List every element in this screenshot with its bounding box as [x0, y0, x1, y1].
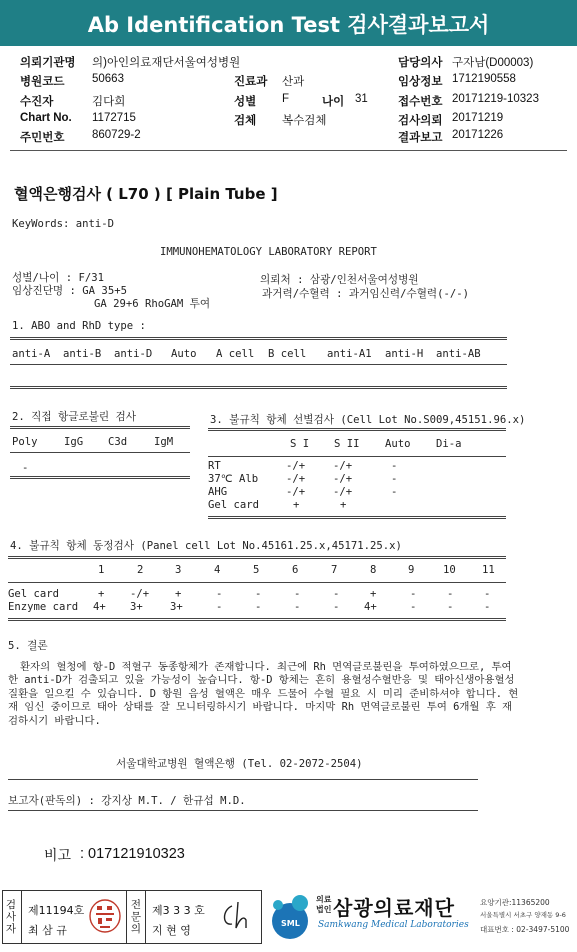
panel-cell: - [294, 588, 301, 600]
panel-cell-header: 7 [331, 564, 338, 576]
result-report-label: 결과보고 [398, 132, 443, 144]
panel-cell: 4+ [93, 601, 106, 613]
panel-cell: 3+ [170, 601, 183, 613]
divider [145, 890, 146, 944]
lab-name: 서울대학교병원 혈액은행 (Tel. 02-2072-2504) [116, 758, 363, 770]
org-address: 서울특별시 서초구 양재동 9-6 [480, 911, 566, 919]
panel-cell: + [370, 588, 377, 600]
doctor-label: 담당의사 [398, 57, 443, 69]
screening-cell: -/+ [286, 473, 306, 485]
dept-value: 산과 [282, 76, 305, 88]
panel-row-label: Enzyme card [8, 601, 79, 613]
panel-cell-header: 3 [175, 564, 182, 576]
specialist-signature [216, 898, 258, 934]
logo-text: SML [281, 919, 300, 928]
panel-cell: - [447, 601, 454, 613]
clinical-value: 1712190558 [452, 73, 516, 85]
age-label: 나이 [322, 96, 345, 108]
abo-header-anti-b: anti-B [63, 348, 102, 360]
rrn-label: 주민번호 [20, 132, 65, 144]
abo-rhd-title: 1. ABO and RhD type : [12, 320, 146, 332]
panel-cell: - [333, 601, 340, 613]
dept-label: 진료과 [234, 76, 268, 88]
specialist-name: 지 현 영 [152, 924, 191, 937]
reporter: 보고자(판독의) : 강지상 M.T. / 한규섭 M.D. [8, 795, 246, 807]
panel-cell: + [175, 588, 182, 600]
org-name: 삼광의료재단 [333, 896, 455, 920]
conclusion-title: 5. 결론 [8, 640, 48, 652]
panel-cell: + [98, 588, 105, 600]
abo-header-anti-d: anti-D [114, 348, 153, 360]
panel-cell: - [333, 588, 340, 600]
screening-title: 3. 불규칙 항체 선별검사 (Cell Lot No.S009,45151.96.x) [210, 414, 526, 426]
sml-logo-icon [266, 891, 316, 943]
screening-row-label: AHG [208, 486, 228, 498]
panel-cell-header: 11 [482, 564, 495, 576]
panel-cell: - [255, 601, 262, 613]
institution-label: 의뢰기관명 [20, 57, 76, 69]
institution-value: 의)아인의료재단서울여성병원 [92, 57, 241, 69]
specialist-license-no: 제3 3 3 호 [152, 904, 205, 917]
panel-cell: 3+ [130, 601, 143, 613]
org-phone: 대표번호 : 02-3497-5100 [480, 925, 570, 934]
age-value: 31 [355, 93, 368, 105]
panel-cell: -/+ [130, 588, 150, 600]
info-divider [10, 150, 567, 151]
screening-header-auto: Auto [385, 438, 411, 450]
org-prefix: 의료법인 [316, 895, 332, 914]
screening-cell: -/+ [333, 486, 353, 498]
doctor-value: 구자남(D00003) [452, 57, 534, 69]
divider [10, 337, 507, 340]
dat-header-igg: IgG [64, 436, 84, 448]
dat-header-c3d: C3d [108, 436, 128, 448]
divider [8, 556, 506, 559]
abo-header-anti-a: anti-A [12, 348, 51, 360]
report-title: Ab Identification Test 검사결과보고서 [0, 0, 577, 46]
result-report-value: 20171226 [452, 129, 504, 141]
screening-row-label: Gel card [208, 499, 260, 511]
keywords: KeyWords: anti-D [12, 218, 115, 230]
chart-label: Chart No. [20, 112, 72, 124]
screening-cell: -/+ [333, 460, 353, 472]
specimen-label: 검체 [234, 115, 257, 127]
org-code: 요양기관:11365200 [480, 898, 550, 907]
panel-cell: - [410, 601, 417, 613]
divider [8, 582, 506, 583]
abo-header-anti-ab: anti-AB [436, 348, 481, 360]
specimen-value: 복수검체 [282, 115, 327, 127]
divider [8, 779, 478, 780]
screening-cell: -/+ [333, 473, 353, 485]
abo-header-anti-h: anti-H [385, 348, 424, 360]
divider [208, 516, 506, 519]
clinical-label: 임상정보 [398, 76, 443, 88]
panel-cell: 4+ [364, 601, 377, 613]
screening-cell: - [391, 460, 398, 472]
sex-age: 성별/나이 : F/31 [12, 272, 104, 284]
panel-cell: - [484, 588, 491, 600]
panel-cell-header: 4 [214, 564, 221, 576]
receipt-label: 접수번호 [398, 96, 443, 108]
panel-cell-header: 8 [370, 564, 377, 576]
panel-cell: - [216, 601, 223, 613]
dat-header-poly: Poly [12, 436, 38, 448]
dat-value: - [22, 462, 29, 474]
abo-header-a-cell: A cell [216, 348, 255, 360]
panel-cell: - [484, 601, 491, 613]
remark-value: : 017121910323 [80, 846, 185, 862]
divider [10, 364, 507, 365]
divider [8, 810, 478, 811]
patient-label: 수진자 [20, 96, 54, 108]
abo-header-b-cell: B cell [268, 348, 307, 360]
conclusion-text: 환자의 혈청에 항-D 적혈구 동종항체가 존재합니다. 최근에 Rh 면역글로불린을 투여하였으므로, 투여한 anti-D가 검출되고 있을 가능성이 높습니다. 항-D 항체는 흔히 용혈성수혈반응 및 태아신생아용혈성질환을 일으킬 수 있습니다. D 항원 음성 혈액은 매우 드물어 수혈 필요 시 미리 준비하셔야 합니다. 현재 임신 중이므로 태아 상태를 잘 모니터링하시기 바랍니다. 마지막 Rh 면역글로불린 투여 6개월 후 재검하시기 바랍니다. [8, 661, 519, 727]
screening-header-s1: S I [290, 438, 310, 450]
chart-value: 1172715 [92, 112, 136, 124]
panel-row-label: Gel card [8, 588, 60, 600]
panel-title: 4. 불규칙 항체 동정검사 (Panel cell Lot No.45161.25.x,45171.25.x) [10, 540, 402, 552]
abo-header-anti-a1: anti-A1 [327, 348, 372, 360]
divider [126, 890, 127, 944]
divider [10, 426, 190, 429]
panel-cell-header: 10 [443, 564, 456, 576]
screening-cell: + [340, 499, 347, 511]
rrn-value: 860729-2 [92, 129, 141, 141]
examiner-license-no: 제11194호 [28, 904, 85, 917]
specialist-label: 전문의 [130, 899, 142, 935]
divider [10, 452, 190, 453]
sex-label: 성별 [234, 96, 257, 108]
divider [21, 890, 22, 944]
section-title: 혈액은행검사 ( L70 ) [ Plain Tube ] [14, 185, 278, 203]
patient-value: 김다희 [92, 96, 126, 108]
request-label: 검사의뢰 [398, 115, 443, 127]
divider [10, 476, 190, 479]
dat-header-igm: IgM [154, 436, 174, 448]
panel-cell-header: 9 [408, 564, 415, 576]
screening-row-label: 37℃ Alb [208, 473, 259, 485]
panel-cell: - [447, 588, 454, 600]
panel-cell-header: 5 [253, 564, 260, 576]
examiner-name: 최 삼 규 [28, 924, 67, 937]
screening-header-di-a: Di-a [436, 438, 462, 450]
panel-cell: - [294, 601, 301, 613]
screening-cell: - [391, 486, 398, 498]
divider [208, 456, 506, 457]
transfusion-history: 과거력/수혈력 : 과거임신력/수혈력(-/-) [262, 288, 470, 300]
panel-cell: - [255, 588, 262, 600]
abo-header-auto: Auto [171, 348, 197, 360]
divider [8, 618, 506, 621]
panel-cell-header: 1 [98, 564, 105, 576]
diagnosis-line2: GA 29+6 RhoGAM 투여 [94, 298, 211, 310]
request-org: 의뢰처 : 삼광/인천서울여성병원 [260, 274, 419, 286]
org-english-name: Samkwang Medical Laboratories [318, 920, 469, 930]
examiner-label: 검사자 [5, 899, 17, 935]
screening-cell: + [293, 499, 300, 511]
screening-header-s2: S II [334, 438, 360, 450]
panel-cell-header: 6 [292, 564, 299, 576]
hospital-code-label: 병원코드 [20, 76, 65, 88]
screening-cell: -/+ [286, 486, 306, 498]
screening-cell: - [391, 473, 398, 485]
screening-cell: -/+ [286, 460, 306, 472]
hospital-code-value: 50663 [92, 73, 124, 85]
panel-cell: - [410, 588, 417, 600]
dat-title: 2. 직접 항글로불린 검사 [12, 411, 136, 423]
panel-cell-header: 2 [137, 564, 144, 576]
screening-row-label: RT [208, 460, 221, 472]
divider [208, 428, 506, 431]
lab-report-title: IMMUNOHEMATOLOGY LABORATORY REPORT [160, 246, 377, 258]
request-value: 20171219 [452, 112, 504, 124]
divider [10, 386, 507, 389]
receipt-value: 20171219-10323 [452, 93, 539, 105]
diagnosis-line1: 임상진단명 : GA 35+5 [12, 285, 127, 297]
sex-value: F [282, 93, 290, 105]
remark-label: 비고 [44, 848, 72, 864]
panel-cell: - [216, 588, 223, 600]
examiner-seal [88, 898, 122, 934]
